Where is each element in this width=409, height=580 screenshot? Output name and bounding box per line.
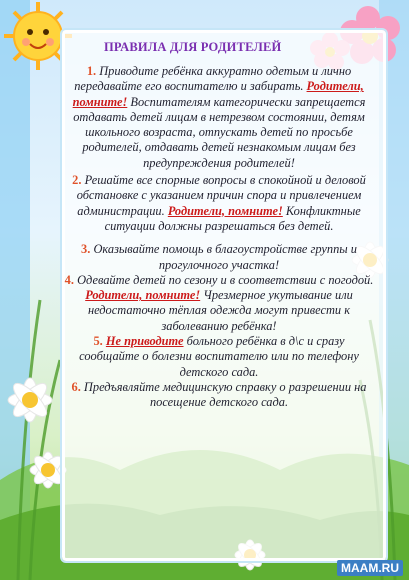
rule-text: Оказывайте помощь в благоустройстве группы и прогулочного участка! — [93, 242, 357, 272]
rule-text: Одевайте детей по сезону и в соответствии с погодой. — [77, 272, 374, 287]
rule-text: Предъявляйте медицинскую справку о разрешении на посещение детского сада. — [83, 379, 367, 410]
watermark-logo: MAAM.RU — [337, 560, 403, 576]
rule-item-2 — [64, 173, 374, 234]
rule-number: 4. — [64, 272, 74, 287]
rule-item-3 — [64, 242, 374, 273]
warning-text: Родители, помните! — [85, 288, 201, 303]
rule-text: больного ребёнка в д\с и сразу сообщайте о болезни воспитателю или по телефону детского сада. — [79, 334, 359, 379]
rules-list — [64, 64, 374, 411]
rule-number: 2. — [72, 173, 82, 188]
rule-item-5 — [64, 334, 374, 380]
rule-number: 1. — [86, 64, 97, 78]
warning-text: Родители, помните! — [72, 79, 364, 109]
rule-text: Решайте все спорные вопросы в спокойной и деловой обстановке с указанием причин спора и привлечением администрации. — [76, 173, 366, 218]
rule-text: Чрезмерное укутывание или недостаточно тёплая одежда могут привести к заболеванию ребёнка! — [87, 288, 353, 333]
page-title: ПРАВИЛА ДЛЯ РОДИТЕЛЕЙ — [104, 40, 282, 54]
rule-text: Приводите ребёнка аккуратно одетым и лично передавайте его воспитателю и забирать. — [74, 64, 352, 94]
rule-number: 3. — [81, 242, 91, 257]
rule-number: 5. — [93, 334, 103, 349]
rule-item-4 — [64, 273, 374, 334]
warning-text: Не приводите — [105, 334, 184, 349]
rule-item-6 — [64, 380, 374, 411]
rule-text: Конфликтные ситуации должны разрешаться без детей. — [104, 203, 361, 233]
rule-text: Воспитателям категорически запрещается отдавать детей лицам в нетрезвом состоянии, детям школьного возраста, отпускать детей по просьбе родителей, отдавать детей незнакомым лицам без предупреждения родителей! — [73, 94, 366, 170]
rule-number: 6. — [71, 379, 81, 394]
warning-text: Родители, помните! — [167, 203, 283, 218]
rule-item-1 — [64, 64, 374, 171]
